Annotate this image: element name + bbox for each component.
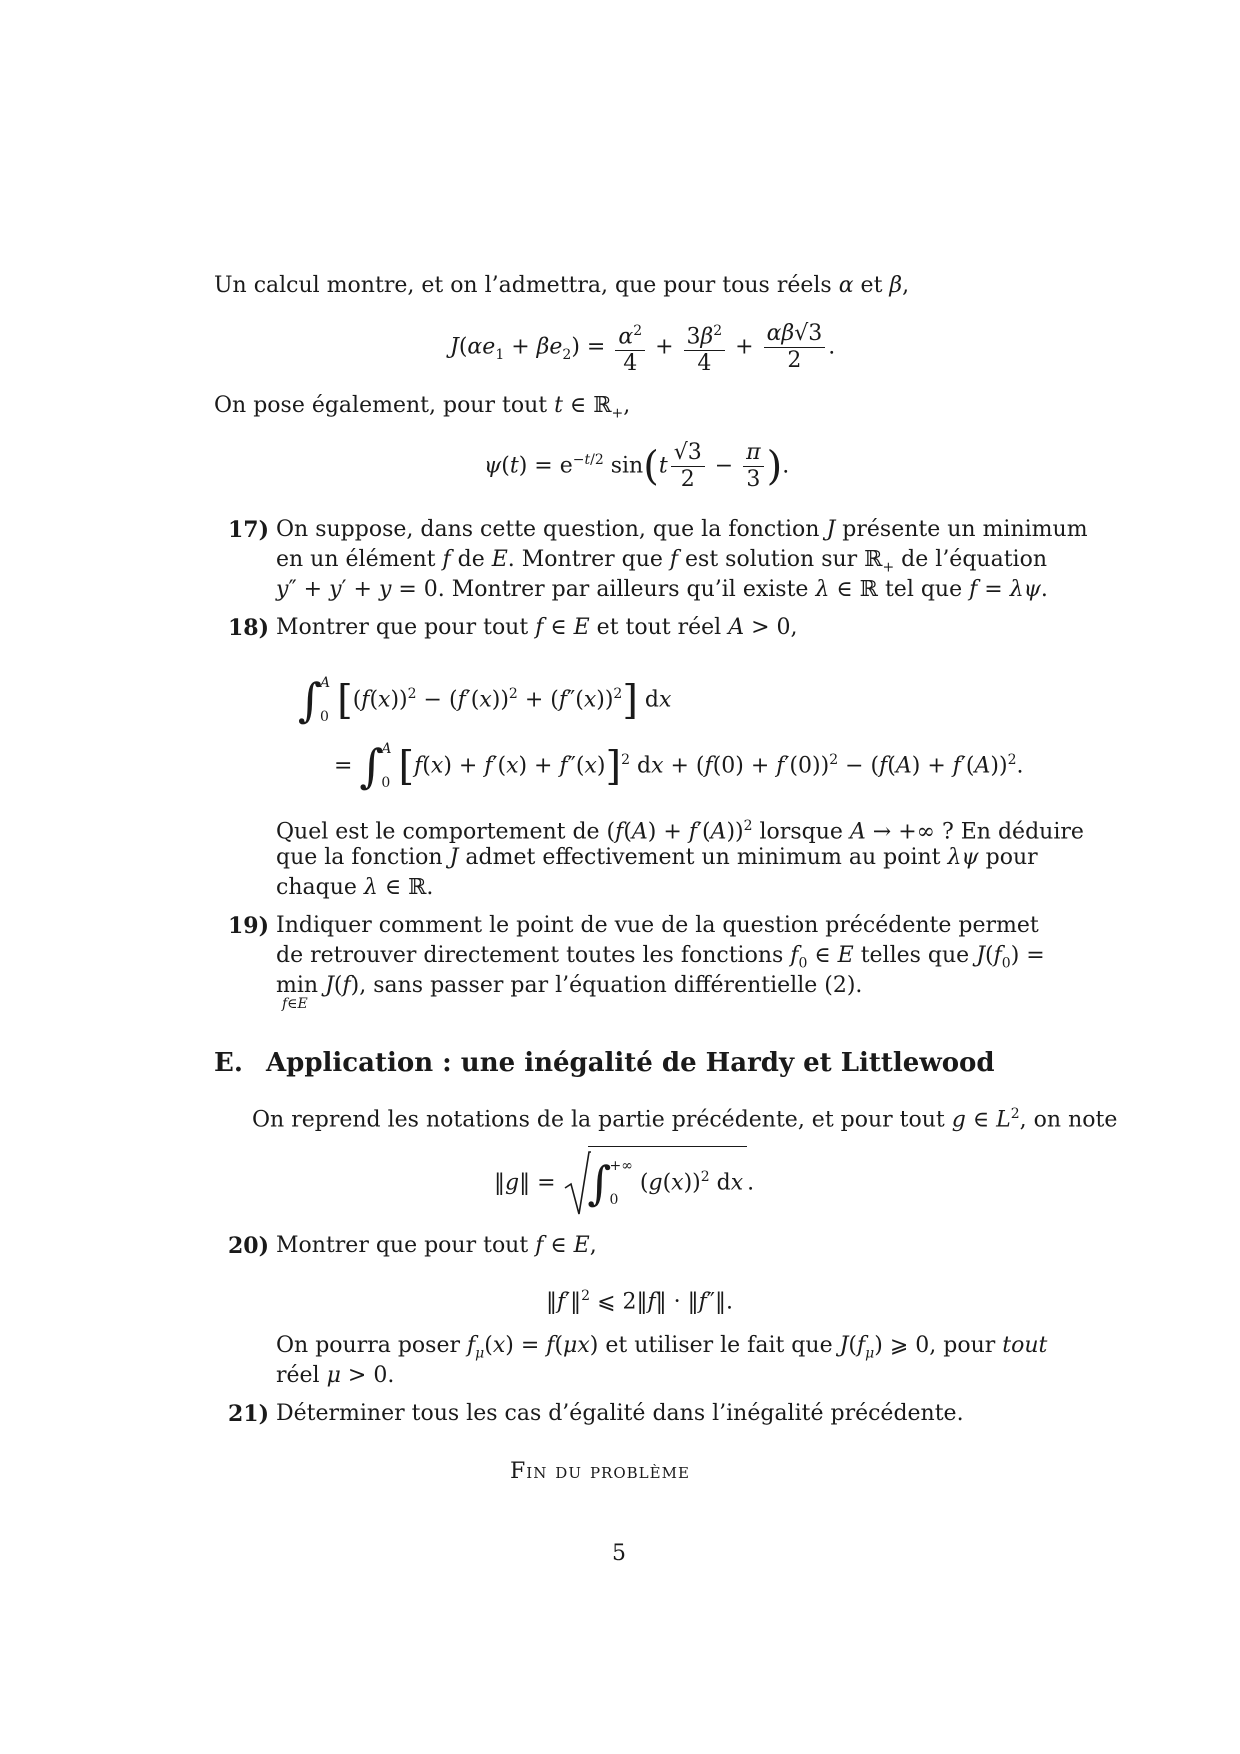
equation-psi: $\psi(t) = e^{-t/2}$ sin(t $\frac{√3}{2}$ − $\frac{\pi}{3}$ ). xyxy=(484,440,790,492)
equation-integral-rhs: = ∫ A 0 $[f(x) + f'(x) + f''(x)]^2$ dx + $(f(0) + f'(0))^2 - (f(A) + f'(A))^2$. xyxy=(334,739,1024,794)
question-19-line-2: de retrouver directement toutes les fonctions $f_0$ ∈ E telles que $J(f_0)$ = xyxy=(276,943,1045,972)
question-18-line-2: Quel est le comportement de $(f(A) + f'(A))^2$ lorsque A → +∞ ? En déduire xyxy=(276,818,1084,845)
question-20-line-2: On pourra poser $f_\mu(x) = f(\mu x)$ et utiliser le fait que $J(f_\mu)$ ⩾ 0, pour tout xyxy=(276,1333,1048,1362)
equation-norm: ‖g‖ = ∫ +∞ 0 $(g(x))^2$ dx . xyxy=(494,1146,754,1216)
question-18-line-4: chaque λ ∈ ℝ. xyxy=(276,875,434,900)
question-21-line-1: Déterminer tous les cas d’égalité dans l’inégalité précédente. xyxy=(276,1401,964,1426)
question-19-number: 19) xyxy=(228,913,270,939)
question-17-line-1: On suppose, dans cette question, que la fonction J présente un minimum xyxy=(276,517,1088,542)
sqrt-sign xyxy=(563,1148,591,1218)
question-19-line-3: min J(f), sans passer par l’équation différentielle (2). xyxy=(276,973,863,998)
section-E-label: E. xyxy=(214,1048,243,1078)
end-of-problem: Fin du problème xyxy=(510,1459,690,1484)
section-E-intro: On reprend les notations de la partie précédente, et pour tout g ∈ $L^2$, on note xyxy=(252,1106,1118,1133)
question-17-line-3: y″ + y′ + y = 0. Montrer par ailleurs qu’il existe λ ∈ ℝ tel que f = λψ. xyxy=(276,577,1048,602)
question-20-line-1: Montrer que pour tout f ∈ E, xyxy=(276,1233,597,1258)
intro-line-1: Un calcul montre, et on l’admettra, que pour tous réels α et β, xyxy=(214,273,910,298)
intro-line-2: On pose également, pour tout t ∈ ℝ$_+$, xyxy=(214,393,631,422)
question-21-number: 21) xyxy=(228,1401,270,1427)
question-20-line-3: réel μ > 0. xyxy=(276,1363,395,1388)
question-19-min-subscript: f∈E xyxy=(282,996,308,1012)
equation-integral-lhs: ∫ A 0 $[(f(x))^2 - (f'(x))^2 + (f''(x))^2]$ dx xyxy=(298,673,672,728)
equation-hardy-littlewood: ‖f′‖$^2$ ⩽ 2‖f‖ · ‖f″‖. xyxy=(546,1288,734,1315)
question-17-number: 17) xyxy=(228,517,270,543)
question-20-number: 20) xyxy=(228,1233,270,1259)
question-18-line-1: Montrer que pour tout f ∈ E et tout réel A > 0, xyxy=(276,615,798,640)
question-19-line-1: Indiquer comment le point de vue de la question précédente permet xyxy=(276,913,1039,938)
page-number: 5 xyxy=(612,1541,626,1566)
equation-J-alpha-beta: $J(\alpha e_1 + \beta e_2)$ = $\frac{\alpha^2}{4}$ + $\frac{3\beta^2}{4}$ + $\frac{\alpha\beta√3}{2}$ . xyxy=(450,318,835,378)
question-18-number: 18) xyxy=(228,615,270,641)
question-18-line-3: que la fonction J admet effectivement un minimum au point λψ pour xyxy=(276,845,1038,870)
section-E-title: Application : une inégalité de Hardy et Littlewood xyxy=(266,1048,995,1078)
question-17-line-2: en un élément f de E. Montrer que f est solution sur ℝ$_+$ de l’équation xyxy=(276,547,1047,576)
